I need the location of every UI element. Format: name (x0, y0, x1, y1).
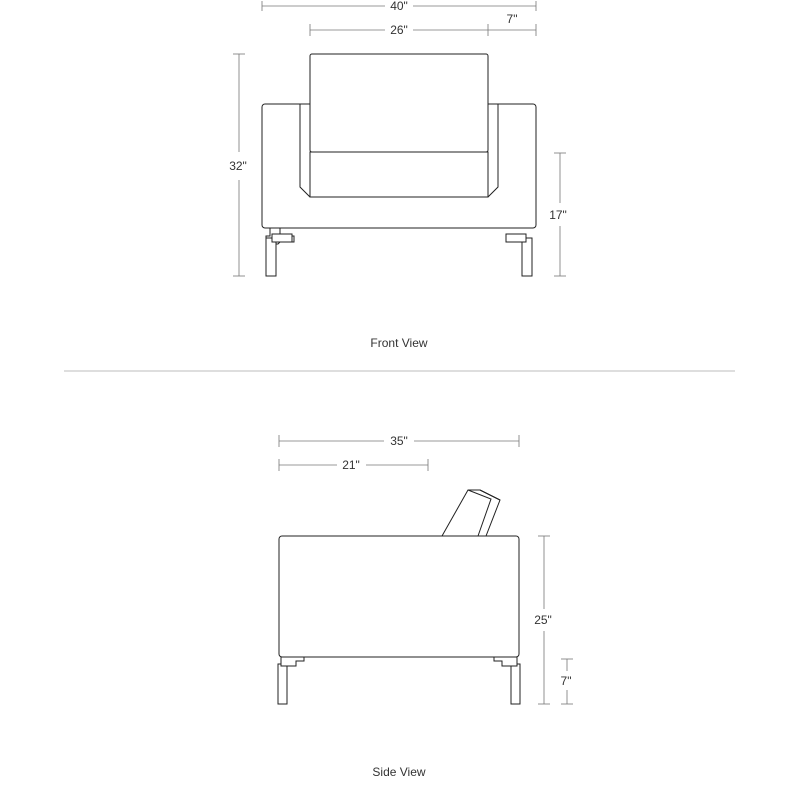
side-view-caption: Side View (372, 765, 426, 779)
dim-overall-height (229, 54, 247, 276)
side-view (278, 434, 573, 779)
dim-overall-width (262, 0, 536, 13)
dim-overall-height-label: 32" (229, 159, 247, 173)
dim-overall-depth (279, 434, 519, 448)
front-left-leg (266, 228, 294, 276)
dim-arm-width (488, 12, 536, 36)
side-back-leg (494, 657, 520, 704)
front-back-cushion (310, 54, 488, 152)
dim-side-arm-height-label: 25" (534, 613, 552, 627)
dim-seat-depth (279, 458, 428, 472)
dim-seat-width-label: 26" (390, 23, 408, 37)
dim-seat-width (310, 23, 488, 37)
front-right-leg (506, 234, 532, 276)
front-view-caption: Front View (370, 336, 428, 350)
dim-overall-width-label: 40" (390, 0, 408, 13)
side-front-leg (278, 657, 304, 704)
dim-arm-width-label: 7" (506, 12, 518, 26)
side-body (279, 536, 519, 657)
front-view (229, 0, 567, 350)
dim-leg-height-label: 7" (560, 674, 572, 688)
side-chair (278, 490, 520, 704)
dim-side-arm-height (534, 536, 552, 704)
dim-leg-height (561, 659, 573, 704)
dim-arm-height-label: 17" (549, 208, 567, 222)
dim-seat-depth-label: 21" (342, 458, 360, 472)
front-chair (262, 54, 536, 276)
front-seat-cushion (310, 152, 488, 197)
dim-arm-height (549, 153, 567, 276)
dim-overall-depth-label: 35" (390, 434, 408, 448)
side-back-cushion (442, 490, 500, 536)
